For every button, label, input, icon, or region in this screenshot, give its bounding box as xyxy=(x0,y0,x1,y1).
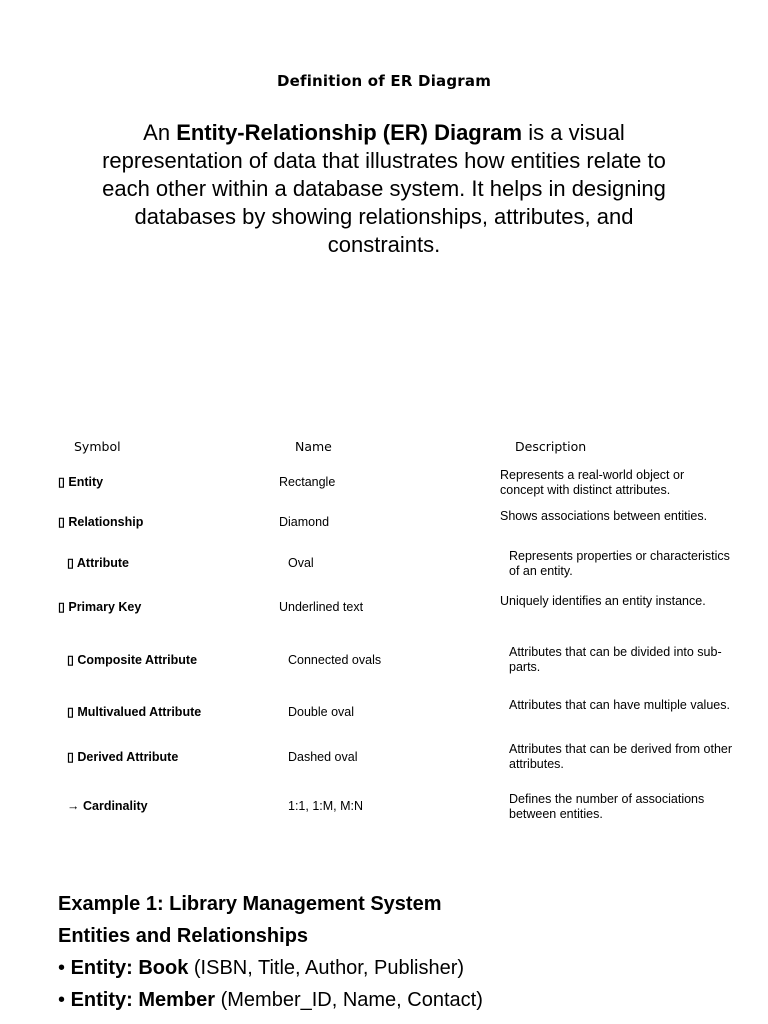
table-row-name: Double oval xyxy=(288,705,355,719)
table-row-description: Shows associations between entities. xyxy=(500,509,708,523)
table-row-name: Rectangle xyxy=(279,475,336,489)
example-subheading: Entities and Relationships xyxy=(58,925,309,947)
table-row-symbol: ▯ Primary Key xyxy=(58,600,142,614)
definition-rest: is a visual representation of data that illustrates how entities relate to each other within a database system. It helps in designing databases by showing relationships, attributes, and constraints. xyxy=(102,120,666,257)
table-row-symbol: ▯ Composite Attribute xyxy=(67,653,198,667)
table-header-name: Name xyxy=(295,439,332,454)
definition-paragraph xyxy=(100,119,668,259)
table-row-name: 1:1, 1:M, M:N xyxy=(288,799,364,813)
table-row-description: Attributes that can have multiple values. xyxy=(509,698,730,712)
table-header-description: Description xyxy=(515,439,587,454)
bullet-label: Entity: Book xyxy=(70,957,189,979)
example-heading: Example 1: Library Management System xyxy=(58,893,442,915)
bullet-marker: • xyxy=(58,957,71,979)
table-row-name: Diamond xyxy=(279,515,330,529)
table-row-description: Defines the number of associations between entities. xyxy=(509,792,705,821)
list-item xyxy=(58,955,464,981)
definition-prefix: An xyxy=(143,120,177,145)
bullet-label: Entity: Member xyxy=(70,989,216,1011)
table-row-name: Oval xyxy=(288,556,314,570)
table-row-description: Attributes that can be derived from other attributes. xyxy=(509,742,733,771)
table-row-description: Attributes that can be divided into sub-parts. xyxy=(509,645,722,674)
table-row-description: Represents properties or characteristics of an entity. xyxy=(509,549,730,578)
page-title: Definition of ER Diagram xyxy=(276,72,492,90)
definition-term: Entity-Relationship (ER) Diagram xyxy=(176,120,523,145)
table-row-name: Connected ovals xyxy=(288,653,382,667)
table-row-symbol: ▯ Derived Attribute xyxy=(67,750,179,764)
list-item xyxy=(58,987,483,1013)
table-row-symbol: ▯ Multivalued Attribute xyxy=(67,705,202,719)
table-row-name: Dashed oval xyxy=(288,750,358,764)
bullet-detail: (ISBN, Title, Author, Publisher) xyxy=(188,957,465,979)
table-row-symbol: → Cardinality xyxy=(67,799,148,813)
bullet-marker: • xyxy=(58,989,71,1011)
table-row-symbol: ▯ Attribute xyxy=(67,556,129,570)
table-header-symbol: Symbol xyxy=(74,439,121,454)
bullet-detail: (Member_ID, Name, Contact) xyxy=(215,989,483,1011)
table-row-symbol: ▯ Entity xyxy=(58,475,104,489)
table-row-symbol: ▯ Relationship xyxy=(58,515,144,529)
table-row-name: Underlined text xyxy=(279,600,364,614)
table-row-description: Represents a real-world object or concept with distinct attributes. xyxy=(500,468,685,497)
table-row-description: Uniquely identifies an entity instance. xyxy=(500,594,706,608)
